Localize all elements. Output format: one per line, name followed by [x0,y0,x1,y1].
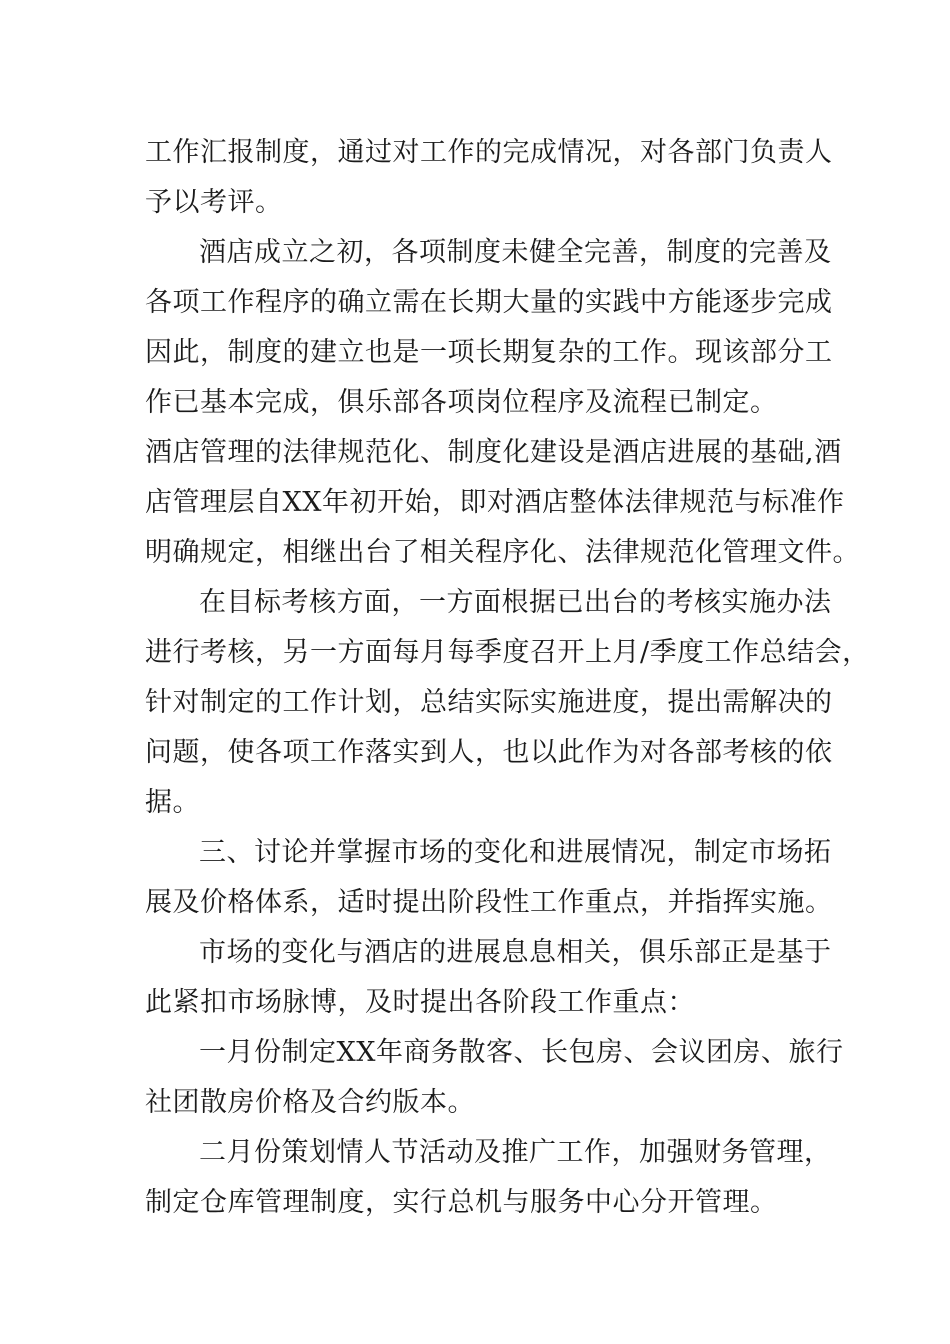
text-line: 作已基本完成，俱乐部各项岗位程序及流程已制定。 [145,387,778,418]
text-line: 工作汇报制度，通过对工作的完成情况，对各部门负责人 [145,137,833,168]
text-line: 针对制定的工作计划，总结实际实施进度，提出需解决的 [145,687,833,718]
text-line: 各项工作程序的确立需在长期大量的实践中方能逐步完成 [145,287,833,318]
text-line: 市场的变化与酒店的进展息息相关，俱乐部正是基于 [199,937,832,968]
text-line: 明确规定，相继出台了相关程序化、法律规范化管理文件。 [145,537,860,568]
text-line: 问题，使各项工作落实到人，也以此作为对各部考核的依 [145,737,833,768]
text-line: 据。 [145,787,200,818]
text-line: 社团散房价格及合约版本。 [145,1087,475,1118]
text-line: 制定仓库管理制度，实行总机与服务中心分开管理。 [145,1187,778,1218]
text-line: 予以考评。 [145,187,283,218]
text-line: 展及价格体系，适时提出阶段性工作重点，并指挥实施。 [145,887,833,918]
text-line: 一月份制定XX年商务散客、长包房、会议团房、旅行 [199,1037,844,1068]
text-line: 此紧扣市场脉博，及时提出各阶段工作重点： [145,987,695,1018]
text-line: 在目标考核方面，一方面根据已出台的考核实施办法 [199,587,832,618]
text-line: 因此，制度的建立也是一项长期复杂的工作。现该部分工 [145,337,833,368]
text-line: 店管理层自XX年初开始，即对酒店整体法律规范与标准作 [145,487,845,518]
text-line: 三、讨论并掌握市场的变化和进展情况，制定市场拓 [199,837,832,868]
text-line: 二月份策划情人节活动及推广工作，加强财务管理， [199,1137,832,1168]
text-line: 酒店成立之初，各项制度未健全完善，制度的完善及 [199,237,832,268]
text-line: 进行考核，另一方面每月每季度召开上月/季度工作总结会， [145,637,870,668]
body-text [145,128,870,1228]
text-line: 酒店管理的法律规范化、制度化建设是酒店进展的基础,酒 [145,437,842,468]
